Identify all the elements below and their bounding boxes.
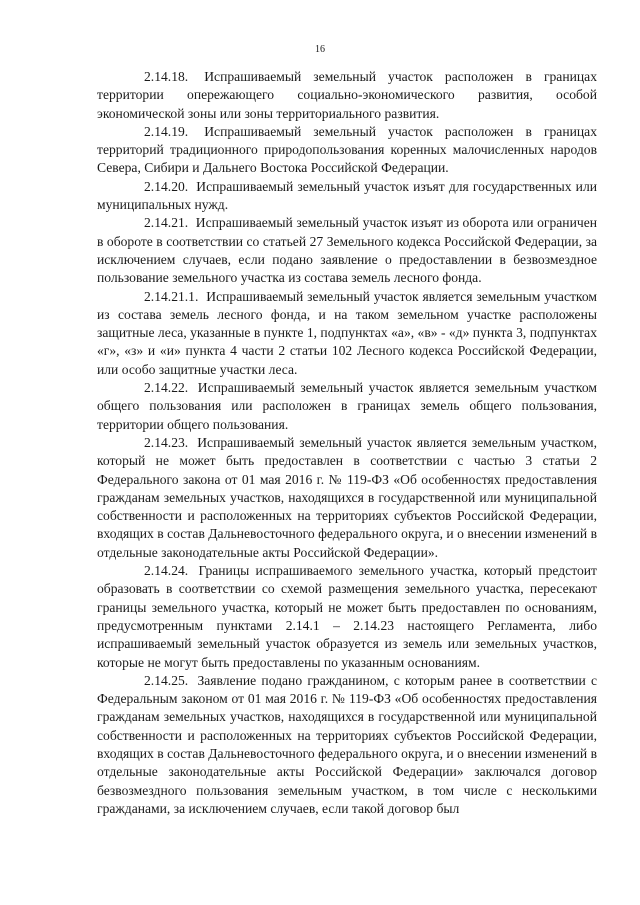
paragraph-2-14-20 <box>97 178 597 215</box>
paragraph-number: 2.14.20. <box>144 178 189 194</box>
paragraph-text: Заявление подано гражданином, с которым ранее в соответствии с Федеральным законом от 01 мая 2016 г. № 119-ФЗ «Об особенностях предоставления гражданам земельных участков, находящихся в государственной или муниципальной собственности и расположенных на территориях субъектов Российской Федерации, входящих в состав Дальневосточного федерального округа, и о внесении изменений в отдельные законодательные акты Российской Федерации» заключался договор безвозмездного пользования земельным участком, в том числе с несколькими гражданами, за исключением случаев, если такой договор был <box>97 672 597 816</box>
paragraph-2-14-21 <box>97 214 597 287</box>
paragraph-number: 2.14.18. <box>144 69 189 84</box>
paragraph-2-14-22 <box>97 379 597 434</box>
paragraph-2-14-19 <box>97 123 597 178</box>
paragraph-number: 2.14.24. <box>144 563 189 579</box>
paragraph-2-14-18 <box>97 68 597 123</box>
paragraph-number: 2.14.21. <box>144 215 189 231</box>
paragraph-text: Испрашиваемый земельный участок расположен в границах территории опережающего социально-экономического развития, особой экономической зоны или зоны территориального развития. <box>97 69 597 121</box>
paragraph-text: Испрашиваемый земельный участок является земельным участком из состава земель лесного фонда, и на таком земельном участке расположены защитные леса, указанные в пункте 1, подпунктах «а», «в» - «д» пункта 3, подпунктах «г», «з» и «и» пункта 4 части 2 статьи 102 Лесного кодекса Российской Федерации, или особо защитные участки леса. <box>97 288 597 377</box>
paragraph-2-14-21-1 <box>97 288 597 379</box>
paragraph-text: Испрашиваемый земельный участок изъят для государственных или муниципальных нужд. <box>97 178 598 213</box>
paragraph-text: Границы испрашиваемого земельного участка, который предстоит образовать в соответствии со схемой размещения земельного участка, пересекают границы земельного участка, который не может быть предоставлен по основаниям, предусмотренным пунктами 2.14.1 – 2.14.23 настоящего Регламента, либо испрашиваемый земельный участок образуется из земель или земельных участков, которые не могут быть предоставлены по указанным основаниям. <box>97 563 597 670</box>
paragraph-number: 2.14.21.1. <box>144 288 199 304</box>
paragraph-2-14-24 <box>97 562 597 672</box>
page-number: 16 <box>315 44 325 55</box>
paragraph-number: 2.14.19. <box>144 123 189 139</box>
paragraph-2-14-25 <box>97 672 597 818</box>
paragraph-number: 2.14.22. <box>144 380 189 396</box>
paragraph-2-14-23 <box>97 434 597 562</box>
paragraph-number: 2.14.23. <box>144 434 189 450</box>
paragraph-text: Испрашиваемый земельный участок изъят из оборота или ограничен в обороте в соответствии со статьей 27 Земельного кодекса Российской Федерации, за исключением случаев, если подано заявление о предоставлении в безвозмездное пользование земельного участка из состава земель лесного фонда. <box>97 215 597 286</box>
paragraph-text: Испрашиваемый земельный участок является земельным участком общего пользования или расположен в границах земель общего пользования, территории общего пользования. <box>97 380 597 432</box>
paragraph-text: Испрашиваемый земельный участок расположен в границах территорий традиционного природопользования коренных малочисленных народов Севера, Сибири и Дальнего Востока Российской Федерации. <box>97 123 597 176</box>
paragraph-number: 2.14.25. <box>144 672 189 688</box>
paragraph-text: Испрашиваемый земельный участок является земельным участком, который не может быть предоставлен в соответствии с частью 3 статьи 2 Федерального закона от 01 мая 2016 г. № 119-ФЗ «Об особенностях предоставления гражданам земельных участков, находящихся в государственной или муниципальной собственности и расположенных на территориях субъектов Российской Федерации, входящих в состав Дальневосточного федерального округа, и о внесении изменений в отдельные законодательные акты Российской Федерации». <box>97 434 597 560</box>
document-body <box>97 68 597 818</box>
